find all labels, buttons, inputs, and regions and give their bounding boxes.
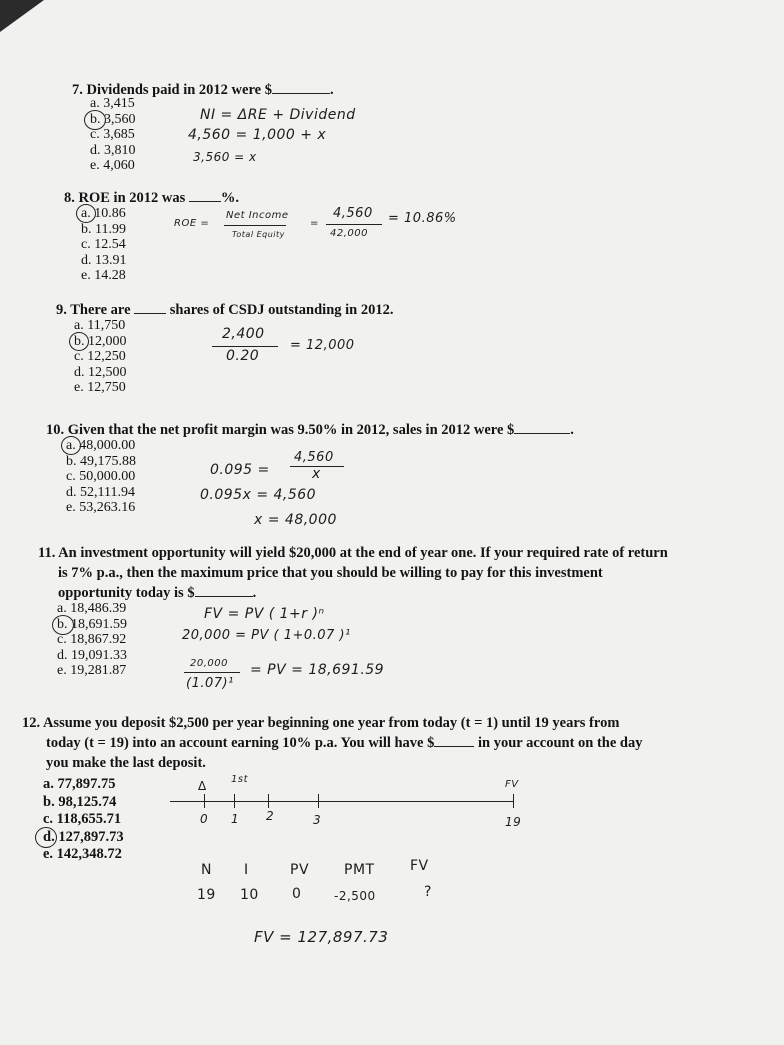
work-line-2: 0.095x = 4,560 <box>200 487 317 503</box>
option-e: e. 4,060 <box>90 158 135 173</box>
option-d: d. 19,091.33 <box>57 647 127 663</box>
timeline-tick-0 <box>204 794 205 808</box>
option-a-label: a. 10.86 <box>81 206 126 221</box>
work-numerator: 2,400 <box>222 326 265 342</box>
work-roe-result: = 10.86% <box>388 211 457 226</box>
timeline-label-3: 3 <box>313 813 322 827</box>
option-b <box>74 334 127 350</box>
work-numerator: 4,560 <box>294 450 334 465</box>
timeline-fv-label: FV <box>505 779 519 790</box>
fraction-bar <box>212 346 278 347</box>
question-11 <box>38 543 668 603</box>
question-10-text <box>46 420 574 440</box>
question-11-options <box>57 601 127 679</box>
question-prompt-mid: today (t = 19) into an account earning 10% p.a. You will have $ <box>46 735 435 751</box>
question-12-line-2 <box>22 733 643 753</box>
work-denominator: 0.20 <box>226 348 260 364</box>
option-b-label: b. 3,560 <box>90 111 136 127</box>
calc-header-fv: FV <box>410 858 429 874</box>
option-b-label: b. 18,691.59 <box>57 616 127 632</box>
work-line-3: 3,560 = x <box>193 150 257 164</box>
question-number: 7. <box>72 82 83 98</box>
answer-blank <box>189 201 221 202</box>
option-a: a. 77,897.75 <box>43 776 116 792</box>
question-prompt: There are <box>70 302 131 318</box>
question-9-text <box>56 300 394 320</box>
option-a <box>66 438 136 454</box>
option-e: e. 53,263.16 <box>66 500 136 515</box>
question-prompt: Given that the net profit margin was 9.50% in 2012, sales in 2012 were $ <box>67 422 515 438</box>
answer-circle <box>61 436 81 455</box>
question-10-options <box>66 438 136 516</box>
work-result: = PV = 18,691.59 <box>250 662 385 678</box>
timeline-delta-mark: Δ <box>198 779 207 793</box>
calc-header-pv: PV <box>290 862 310 878</box>
option-e: e. 142,348.72 <box>43 846 122 862</box>
work-roe-value-den: 42,000 <box>330 228 368 239</box>
calc-header-n: N <box>201 862 212 878</box>
question-7-options <box>90 96 136 174</box>
question-prompt: An investment opportunity will yield $20,000 at the end of year one. If your required rate of return <box>58 545 668 561</box>
option-c: c. 3,685 <box>90 127 135 142</box>
timeline-tick-2 <box>268 794 269 808</box>
timeline-label-2: 2 <box>266 809 275 823</box>
answer-blank <box>514 433 570 434</box>
option-a-label: a. 48,000.00 <box>66 438 136 453</box>
calc-value-n: 19 <box>197 887 216 903</box>
answer-circle <box>69 332 89 351</box>
option-c: c. 12,250 <box>74 349 126 364</box>
option-a <box>81 206 127 222</box>
timeline-tick-19 <box>513 794 514 808</box>
work-denominator: (1.07)¹ <box>186 676 234 691</box>
option-d: d. 13.91 <box>81 252 127 268</box>
question-prompt-end: opportunity today is $ <box>58 585 195 601</box>
question-11-line-3 <box>38 583 668 603</box>
option-b <box>90 112 136 128</box>
option-e: e. 14.28 <box>81 268 126 283</box>
calc-value-fv: ? <box>424 884 432 900</box>
work-line-2: 20,000 = PV ( 1+0.07 )¹ <box>182 628 351 643</box>
question-12-line-3: you make the last deposit. <box>46 755 206 771</box>
question-suffix: . <box>252 585 257 601</box>
timeline-label-0: 0 <box>200 812 209 826</box>
option-d: d. 12,500 <box>74 364 127 380</box>
work-equals: = <box>310 218 319 229</box>
question-11-line-1 <box>38 543 668 563</box>
option-a: a. 18,486.39 <box>57 601 127 616</box>
work-line-1: NI = ΔRE + Dividend <box>200 107 356 123</box>
calc-header-pmt: PMT <box>344 862 375 878</box>
calc-value-pmt: -2,500 <box>334 889 376 903</box>
work-roe-denominator: Total Equity <box>232 230 285 239</box>
fraction-bar <box>224 225 286 226</box>
calc-value-pv: 0 <box>292 886 302 902</box>
question-12-options <box>43 776 124 864</box>
question-suffix: %. <box>220 190 240 206</box>
page-corner-shadow <box>0 0 44 32</box>
question-11-line-2: is 7% p.a., then the maximum price that you should be willing to pay for this investment <box>58 565 603 581</box>
question-9 <box>56 300 394 320</box>
question-suffix: in your account on the day <box>478 735 643 751</box>
option-c: c. 12.54 <box>81 237 126 252</box>
option-b-label: b. 12,000 <box>74 333 127 349</box>
question-number: 11. <box>38 545 56 561</box>
work-line-1: FV = PV ( 1+r )ⁿ <box>204 606 325 622</box>
calc-value-i: 10 <box>240 887 259 903</box>
timeline-axis <box>170 801 514 802</box>
work-line-1: 0.095 = <box>210 462 270 478</box>
fraction-bar <box>326 224 382 225</box>
answer-blank <box>272 93 330 94</box>
option-c: c. 18,867.92 <box>57 632 127 647</box>
option-d: d. 52,111.94 <box>66 484 135 500</box>
timeline-label-1: 1 <box>231 812 240 826</box>
timeline-first-label: 1st <box>231 774 248 785</box>
question-number: 8. <box>64 190 75 206</box>
question-9-options <box>74 318 127 396</box>
option-e: e. 19,281.87 <box>57 663 127 678</box>
option-b: b. 11.99 <box>81 221 126 237</box>
question-12-line-1 <box>22 713 643 733</box>
option-d-label: d. 127,897.73 <box>43 828 124 845</box>
answer-blank <box>434 746 474 747</box>
question-10 <box>46 420 574 440</box>
answer-blank <box>195 596 253 597</box>
question-number: 10. <box>46 422 65 438</box>
work-roe-label: ROE = <box>174 218 210 229</box>
option-b: b. 98,125.74 <box>43 793 117 810</box>
work-result: = 12,000 <box>290 338 355 353</box>
work-line-2: 4,560 = 1,000 + x <box>188 127 327 143</box>
option-b: b. 49,175.88 <box>66 453 136 469</box>
timeline-tick-1 <box>234 794 235 808</box>
question-8-options <box>81 206 127 284</box>
question-suffix: shares of CSDJ outstanding in 2012. <box>169 302 394 318</box>
option-e: e. 12,750 <box>74 380 126 395</box>
option-a: a. 3,415 <box>90 96 135 111</box>
work-denominator: x <box>312 466 321 482</box>
timeline-label-19: 19 <box>505 815 522 829</box>
timeline-tick-3 <box>318 794 319 808</box>
question-12 <box>22 713 643 773</box>
question-suffix: . <box>570 422 574 438</box>
answer-blank <box>134 313 166 314</box>
option-b <box>57 617 127 633</box>
option-d <box>43 829 124 847</box>
question-prompt: ROE in 2012 was <box>78 190 186 206</box>
option-c: c. 118,655.71 <box>43 811 122 827</box>
option-a: a. 11,750 <box>74 318 126 333</box>
work-roe-value-num: 4,560 <box>333 206 373 221</box>
question-number: 9. <box>56 302 67 318</box>
option-c: c. 50,000.00 <box>66 469 136 484</box>
calc-header-i: I <box>244 862 249 878</box>
option-d: d. 3,810 <box>90 142 136 158</box>
work-line-3: x = 48,000 <box>254 512 337 528</box>
answer-circle <box>76 204 96 223</box>
calc-result: FV = 127,897.73 <box>254 928 389 946</box>
fraction-bar <box>184 672 240 673</box>
question-prompt: Assume you deposit $2,500 per year beginning one year from today (t = 1) until 19 years from <box>42 715 620 731</box>
question-prompt: Dividends paid in 2012 were $ <box>86 82 272 98</box>
answer-circle <box>35 827 57 848</box>
question-suffix: . <box>329 82 334 98</box>
work-numerator: 20,000 <box>190 658 228 669</box>
work-roe-numerator: Net Income <box>226 210 289 221</box>
question-number: 12. <box>22 715 41 731</box>
